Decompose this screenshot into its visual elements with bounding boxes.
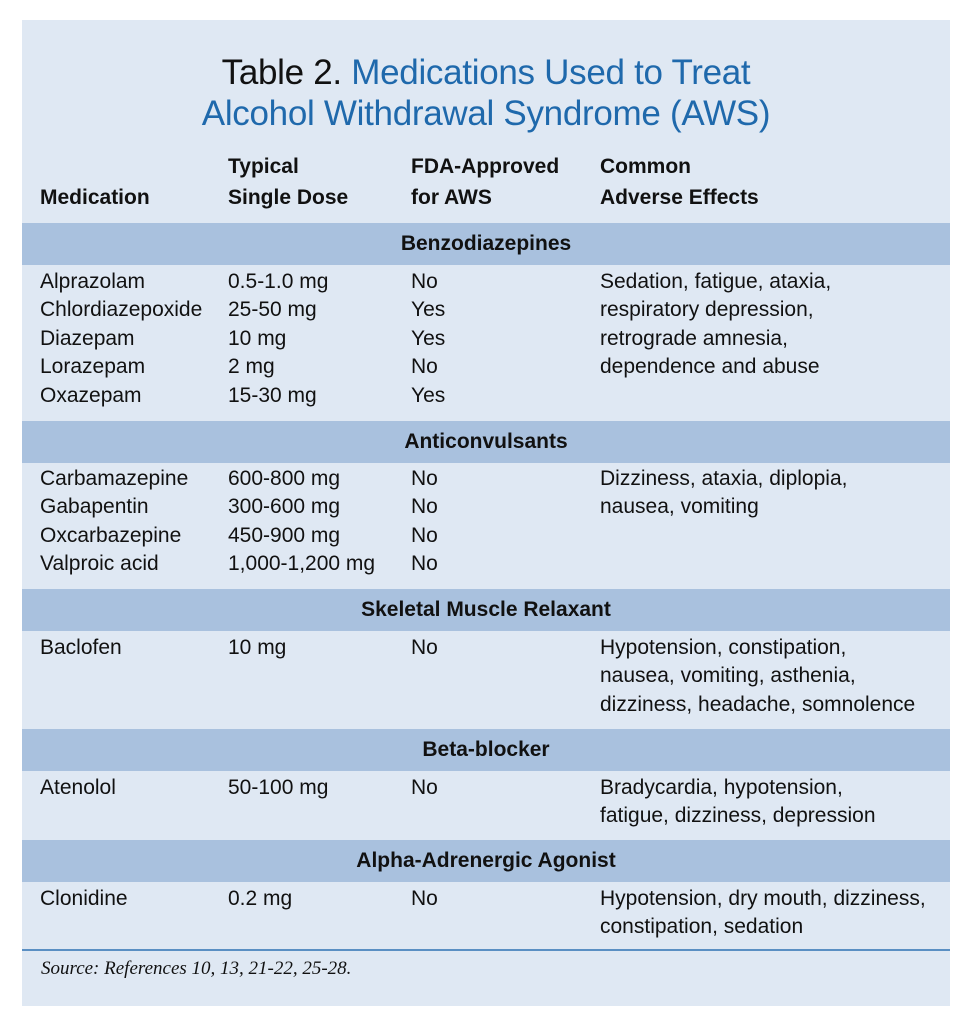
dose-value: 10 mg xyxy=(228,326,287,350)
effects-line: retrograde amnesia, xyxy=(600,326,788,350)
fda-value: No xyxy=(411,467,438,490)
medication-name: Diazepam xyxy=(40,326,135,350)
medication-name: Alprazolam xyxy=(40,270,146,293)
fda-value: No xyxy=(411,495,438,519)
effects-line: dizziness, headache, somnolence xyxy=(600,692,916,716)
fda-value: No xyxy=(411,636,438,659)
effects-line: Sedation, fatigue, ataxia, xyxy=(600,270,832,293)
dose-value: 0.2 mg xyxy=(228,887,293,910)
medication-name: Oxazepam xyxy=(40,383,142,407)
anticonvulsants-fda xyxy=(411,465,438,579)
beta-blocker-fda xyxy=(411,774,438,802)
dose-value: 25-50 mg xyxy=(228,298,317,322)
beta-blocker-doses xyxy=(228,774,328,802)
group-header-anticonvulsants: Anticonvulsants xyxy=(22,421,950,463)
alpha-agonist-medications xyxy=(40,885,128,913)
fda-value: No xyxy=(411,355,438,379)
header-effects-line2: Adverse Effects xyxy=(600,186,759,209)
dose-value: 300-600 mg xyxy=(228,495,341,519)
medication-name: Carbamazepine xyxy=(40,467,189,490)
header-fda-line2: for AWS xyxy=(411,186,492,209)
alpha-agonist-fda xyxy=(411,885,438,913)
group-header-skeletal-muscle-relaxant: Skeletal Muscle Relaxant xyxy=(22,589,950,631)
anticonvulsants-doses xyxy=(228,465,375,579)
dose-value: 0.5-1.0 mg xyxy=(228,270,329,293)
effects-line: Hypotension, dry mouth, dizziness, xyxy=(600,887,926,910)
header-effects xyxy=(600,151,759,213)
source-note: Source: References 10, 13, 21-22, 25-28. xyxy=(41,958,352,979)
effects-line: respiratory depression, xyxy=(600,298,814,322)
benzodiazepines-effects xyxy=(600,268,831,382)
benzodiazepines-fda xyxy=(411,268,445,410)
muscle-relaxant-fda xyxy=(411,634,438,662)
effects-line: fatigue, dizziness, depression xyxy=(600,804,876,828)
table-title xyxy=(22,52,950,134)
effects-line: Dizziness, ataxia, diplopia, xyxy=(600,467,848,490)
footer-divider xyxy=(22,949,950,951)
group-header-alpha-adrenergic-agonist: Alpha-Adrenergic Agonist xyxy=(22,840,950,882)
dose-value: 10 mg xyxy=(228,636,287,659)
header-dose xyxy=(228,151,348,213)
muscle-relaxant-medications xyxy=(40,634,122,662)
effects-line: Bradycardia, hypotension, xyxy=(600,776,843,799)
group-header-beta-blocker: Beta-blocker xyxy=(22,729,950,771)
header-dose-line1: Typical xyxy=(228,155,299,178)
alpha-agonist-doses xyxy=(228,885,292,913)
effects-line: nausea, vomiting, asthenia, xyxy=(600,664,856,688)
medication-name: Gabapentin xyxy=(40,495,149,519)
group-header-benzodiazepines: Benzodiazepines xyxy=(22,223,950,265)
fda-value: Yes xyxy=(411,326,446,350)
anticonvulsants-medications xyxy=(40,465,188,579)
fda-value: Yes xyxy=(411,298,446,322)
title-prefix: Table 2. xyxy=(221,53,342,92)
effects-line: constipation, sedation xyxy=(600,915,804,939)
medication-name: Oxcarbazepine xyxy=(40,523,182,547)
beta-blocker-effects xyxy=(600,774,876,831)
header-fda xyxy=(411,151,559,213)
table-panel xyxy=(22,20,950,1006)
medication-name: Baclofen xyxy=(40,636,122,659)
fda-value: No xyxy=(411,523,438,547)
effects-line: Hypotension, constipation, xyxy=(600,636,847,659)
beta-blocker-medications xyxy=(40,774,116,802)
dose-value: 600-800 mg xyxy=(228,467,341,490)
medication-name: Valproic acid xyxy=(40,552,159,576)
header-effects-line1: Common xyxy=(600,155,691,178)
fda-value: Yes xyxy=(411,383,446,407)
anticonvulsants-effects xyxy=(600,465,847,522)
title-line1: Medications Used to Treat xyxy=(351,53,751,92)
header-dose-line2: Single Dose xyxy=(228,186,349,209)
effects-line: nausea, vomiting xyxy=(600,495,759,519)
fda-value: No xyxy=(411,552,438,576)
dose-value: 15-30 mg xyxy=(228,383,317,407)
muscle-relaxant-effects xyxy=(600,634,915,719)
medication-name: Atenolol xyxy=(40,776,116,799)
medication-name: Lorazepam xyxy=(40,355,146,379)
effects-line: dependence and abuse xyxy=(600,355,820,379)
dose-value: 1,000-1,200 mg xyxy=(228,552,376,576)
benzodiazepines-medications xyxy=(40,268,202,410)
header-fda-line1: FDA-Approved xyxy=(411,155,560,178)
fda-value: No xyxy=(411,887,438,910)
dose-value: 2 mg xyxy=(228,355,275,379)
dose-value: 450-900 mg xyxy=(228,523,341,547)
medication-name: Clonidine xyxy=(40,887,128,910)
medication-name: Chlordiazepoxide xyxy=(40,298,203,322)
dose-value: 50-100 mg xyxy=(228,776,329,799)
header-medication: Medication xyxy=(40,186,150,209)
title-line2: Alcohol Withdrawal Syndrome (AWS) xyxy=(201,94,771,133)
alpha-agonist-effects xyxy=(600,885,926,942)
muscle-relaxant-doses xyxy=(228,634,286,662)
fda-value: No xyxy=(411,776,438,799)
fda-value: No xyxy=(411,270,438,293)
benzodiazepines-doses xyxy=(228,268,328,410)
